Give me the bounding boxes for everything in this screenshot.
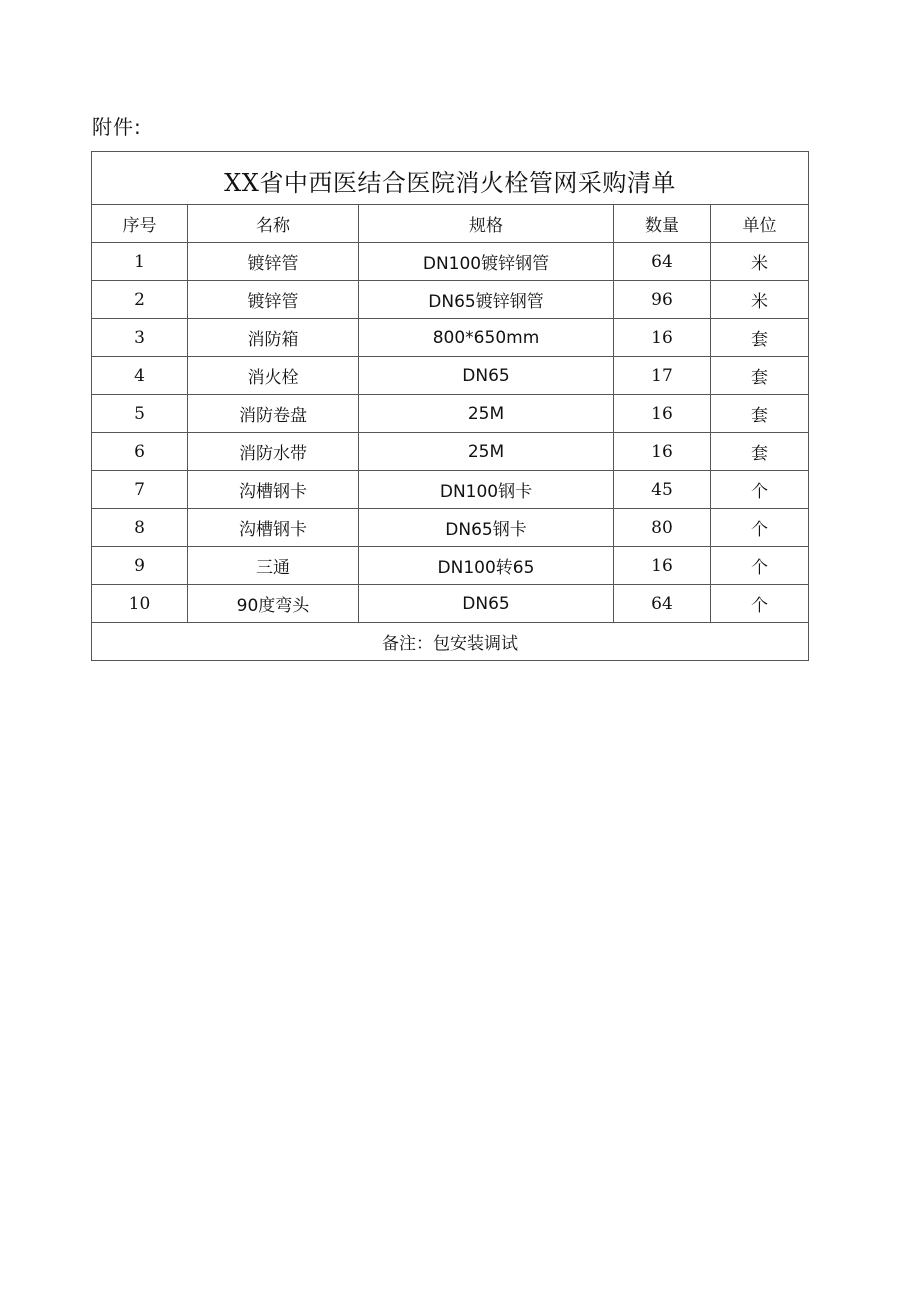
- cell-quantity: 16: [614, 547, 711, 585]
- cell-index: 3: [92, 319, 188, 357]
- cell-name: 90度弯头: [188, 585, 359, 623]
- table-row: [92, 433, 809, 471]
- header-quantity: 数量: [614, 205, 711, 243]
- table-row: [92, 585, 809, 623]
- cell-index: 10: [92, 585, 188, 623]
- table-row: [92, 319, 809, 357]
- cell-unit: 套: [711, 433, 809, 471]
- cell-quantity: 64: [614, 585, 711, 623]
- table-row: [92, 471, 809, 509]
- table-title: XX省中西医结合医院消火栓管网采购清单: [92, 152, 809, 205]
- cell-name: 镀锌管: [188, 281, 359, 319]
- cell-unit: 米: [711, 281, 809, 319]
- cell-index: 9: [92, 547, 188, 585]
- cell-spec: 800*650mm: [359, 319, 614, 357]
- cell-name: 消防水带: [188, 433, 359, 471]
- cell-name: 沟槽钢卡: [188, 471, 359, 509]
- table-row: [92, 357, 809, 395]
- table-row: [92, 243, 809, 281]
- cell-name: 沟槽钢卡: [188, 509, 359, 547]
- cell-quantity: 80: [614, 509, 711, 547]
- table-note-row: [92, 623, 809, 661]
- cell-spec: 25M: [359, 433, 614, 471]
- header-index: 序号: [92, 205, 188, 243]
- purchase-list-table: [91, 151, 809, 661]
- table-note: 备注：包安装调试: [92, 623, 809, 661]
- cell-name: 镀锌管: [188, 243, 359, 281]
- cell-quantity: 96: [614, 281, 711, 319]
- cell-unit: 个: [711, 547, 809, 585]
- cell-index: 6: [92, 433, 188, 471]
- cell-index: 8: [92, 509, 188, 547]
- header-name: 名称: [188, 205, 359, 243]
- cell-index: 1: [92, 243, 188, 281]
- attachment-label: 附件:: [92, 115, 142, 139]
- cell-name: 消防箱: [188, 319, 359, 357]
- cell-name: 消火栓: [188, 357, 359, 395]
- cell-unit: 套: [711, 395, 809, 433]
- cell-index: 4: [92, 357, 188, 395]
- cell-unit: 个: [711, 471, 809, 509]
- cell-index: 5: [92, 395, 188, 433]
- cell-unit: 套: [711, 319, 809, 357]
- table-row: [92, 395, 809, 433]
- cell-name: 消防卷盘: [188, 395, 359, 433]
- cell-quantity: 45: [614, 471, 711, 509]
- table-row: [92, 281, 809, 319]
- cell-quantity: 16: [614, 433, 711, 471]
- cell-spec: DN65: [359, 357, 614, 395]
- cell-quantity: 64: [614, 243, 711, 281]
- cell-spec: DN65钢卡: [359, 509, 614, 547]
- table-row: [92, 509, 809, 547]
- cell-spec: DN65镀锌钢管: [359, 281, 614, 319]
- cell-name: 三通: [188, 547, 359, 585]
- cell-index: 7: [92, 471, 188, 509]
- cell-spec: DN100镀锌钢管: [359, 243, 614, 281]
- cell-quantity: 16: [614, 395, 711, 433]
- cell-spec: DN65: [359, 585, 614, 623]
- cell-unit: 个: [711, 509, 809, 547]
- cell-spec: 25M: [359, 395, 614, 433]
- table-row: [92, 547, 809, 585]
- cell-unit: 米: [711, 243, 809, 281]
- cell-unit: 个: [711, 585, 809, 623]
- table-title-row: [92, 152, 809, 205]
- header-unit: 单位: [711, 205, 809, 243]
- cell-index: 2: [92, 281, 188, 319]
- cell-unit: 套: [711, 357, 809, 395]
- cell-quantity: 16: [614, 319, 711, 357]
- cell-spec: DN100转65: [359, 547, 614, 585]
- cell-spec: DN100钢卡: [359, 471, 614, 509]
- cell-quantity: 17: [614, 357, 711, 395]
- header-spec: 规格: [359, 205, 614, 243]
- table-header-row: [92, 205, 809, 243]
